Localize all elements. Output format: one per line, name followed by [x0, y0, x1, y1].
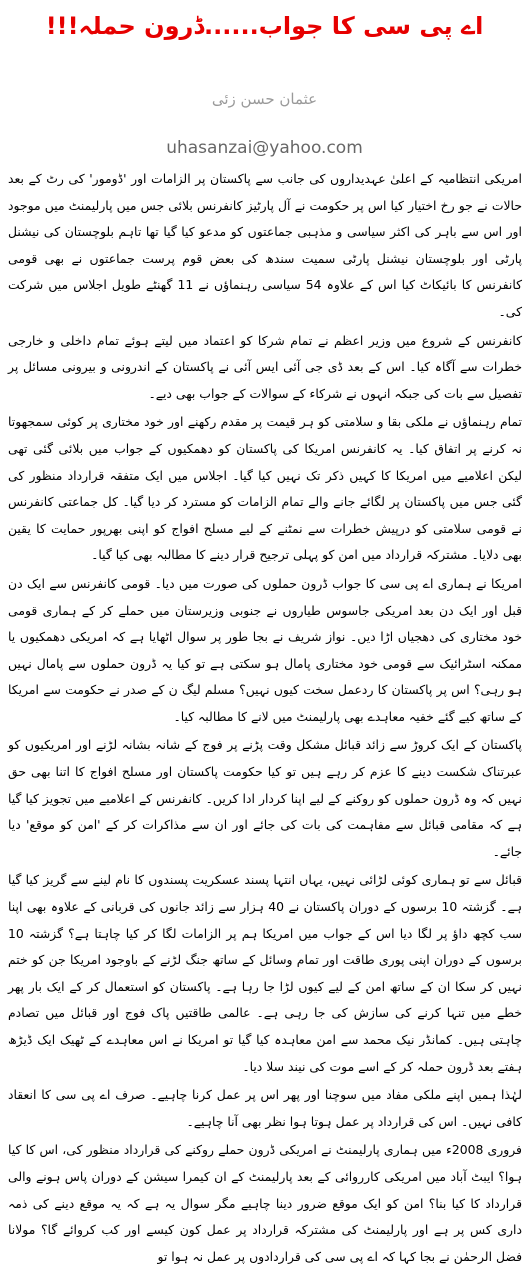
- paragraph: امریکی انتظامیہ کے اعلیٰ عہدیداروں کی جانب سے پاکستان پر الزامات اور 'ڈومور' کی رٹ کے بعد حالات نے جو رخ اختیار کیا اس پر حکومت نے آل پارٹیز کانفرنس بلائی جس میں پارلیمنٹ میں موجود اور اس سے باہر کی اکثر سیاسی و مذہبی جماعتوں کو مدعو کیا گیا تھا تاہم بلوچستان کی نیشنل پارٹی اور بلوچستان نیشنل پارٹی سمیت سندھ کی بعض قوم پرست جماعتوں نے بھی قومی کانفرنس کا بائیکاٹ کیا اس کے علاوہ 54 سیاسی رہنماؤں نے 11 گھنٹے طویل اجلاس میں شرکت کی۔: [8, 171, 522, 319]
- paragraph: امریکا نے ہماری اے پی سی کا جواب ڈرون حملوں کی صورت میں دیا۔ قومی کانفرنس سے ایک دن قبل اور ایک دن بعد امریکی جاسوس طیاروں نے جنوبی وزیرستان میں حملے کر کے ہماری قومی خود مختاری کی دھجیاں اڑا دیں۔ نواز شریف نے بجا طور پر سوال اٹھایا ہے کہ امریکی دھمکیوں یا ممکنہ اسٹرائیک سے قومی خود مختاری پامال ہو سکتی ہے تو کیا یہ ڈرون حملوں سے پامال نہیں ہو رہی؟ اس پر پاکستان کا ردعمل سخت کیوں نہیں؟ مسلم لیگ ن کے صدر نے حکومت سے امریکا کے ساتھ کیے گئے خفیہ معاہدے بھی پارلیمنٹ میں لانے کا مطالبہ کیا۔: [8, 575, 522, 724]
- paragraph: کانفرنس کے شروع میں وزیر اعظم نے تمام شرکا کو اعتماد میں لیتے ہوئے تمام داخلی و خارجی خطرات سے آگاہ کیا۔ اس کے بعد ڈی جی آئی ایس آئی نے پاکستان کے اندرونی و بیرونی مسائل پر تفصیل سے بات کی جبکہ انہوں نے شرکاء کے سوالات کے جواب بھی دیے۔: [8, 332, 522, 401]
- paragraph: قبائل سے تو ہماری کوئی لڑائی نہیں، یہاں انتہا پسند عسکریت پسندوں کا نام لینے سے گریز کیا گیا ہے۔ گزشتہ 10 برسوں کے دوران پاکستان نے 40 ہزار سے زائد جانوں کی قربانی کے علاوہ بھی اپنا سب کچھ داؤ پر لگا دیا اس کے جواب میں امریکا ہم پر الزامات لگا کر کیا چاہتا ہے؟ گزشتہ 10 برسوں کے دوران اپنی پوری طاقت اور تمام وسائل کے ساتھ جنگ لڑنے کے باوجود امریکا جن کو ختم نہیں کر سکا ان کے ساتھ امن کے لیے کیوں لڑا جا رہا ہے۔ پاکستان کو استعمال کر کے ایک بار پھر خطے میں تنہا کرنے کی سازش کی جا رہی ہے۔ عالمی طاقتیں پاک فوج اور قبائل میں تصادم چاہتی ہیں۔ کمانڈر نیک محمد سے امن معاہدہ کیا گیا تو امریکا نے اس معاہدے کے ٹھیک ایک ڈیڑھ ہفتے بعد ڈرون حملہ کر کے اسے موت کی نیند سلا دیا۔: [8, 872, 522, 1074]
- author-name: عثمان حسن زئی: [211, 90, 318, 108]
- author-email: uhasanzai@yahoo.com: [166, 138, 363, 158]
- paragraph: تمام رہنماؤں نے ملکی بقا و سلامتی کو ہر قیمت پر مقدم رکھنے اور خود مختاری پر کوئی سمجھوتا نہ کرنے پر اتفاق کیا۔ یہ کانفرنس امریکا کی پاکستان کو دھمکیوں کے جواب میں بلائی گئی تھی لیکن اعلامیے میں امریکا کا کہیں ذکر تک نہیں کیا گیا۔ اجلاس میں ایک متفقہ قرارداد منظور کی گئی جس میں پاکستان پر لگائے جانے والے تمام الزامات کو مسترد کر دیا گیا۔ کل جماعتی کانفرنس نے قومی سلامتی کو درپیش خطرات سے نمٹنے کے لیے مسلح افواج کو اپنی بھرپور حمایت کا یقین بھی دلایا۔ مشترکہ قرارداد میں امن کو پہلی ترجیح قرار دینے کا مطالبہ بھی کیا گیا۔: [8, 414, 522, 563]
- article-body: [8, 166, 522, 1272]
- paragraph: فروری 2008ء میں ہماری پارلیمنٹ نے امریکی ڈرون حملے روکنے کی قرارداد منظور کی، اس کا کیا ہوا؟ ایبٹ آباد میں امریکی کارروائی کے بعد پارلیمنٹ کے ان کیمرا سیشن کے دوران پاس ہونے والی قرارداد کا کیا بنا؟ امن کو ایک موقع ضرور دینا چاہیے مگر سوال یہ ہے کہ یہ موقع دینے کی ذمہ داری کس پر ہے اور پارلیمنٹ کی مشترکہ قرارداد پر عمل کون کیسے اور کب کروائے گا؟ مولانا فضل الرحمٰن نے بجا کہا کہ اے پی سی کی قراردادوں پر عمل نہ ہوا تو: [8, 1142, 522, 1264]
- paragraph: پاکستان کے ایک کروڑ سے زائد قبائل مشکل وقت پڑنے پر فوج کے شانہ بشانہ لڑنے اور امریکیوں کو عبرتناک شکست دینے کا عزم کر رہے ہیں تو کیا حکومت پاکستان اور مسلح افواج کا اتنا بھی حق نہیں کہ وہ ڈرون حملوں کو روکنے کے لیے اپنا کردار ادا کریں۔ کانفرنس کے اعلامیے میں تجویز کیا گیا ہے کہ مقامی قبائل سے مفاہمت کی بات کی جائے اور ان سے مذاکرات کر کے 'امن کو موقع' دیا جائے۔: [8, 737, 522, 859]
- article-title: اے پی سی کا جواب......ڈرون حملہ!!!: [45, 12, 484, 40]
- paragraph: لہٰذا ہمیں اپنے ملکی مفاد میں سوچنا اور پھر اس پر عمل کرنا چاہیے۔ صرف اے پی سی کا انعقاد کافی نہیں۔ اس کی قرارداد پر عمل ہوتا ہوا نظر بھی آنا چاہیے۔: [8, 1087, 522, 1129]
